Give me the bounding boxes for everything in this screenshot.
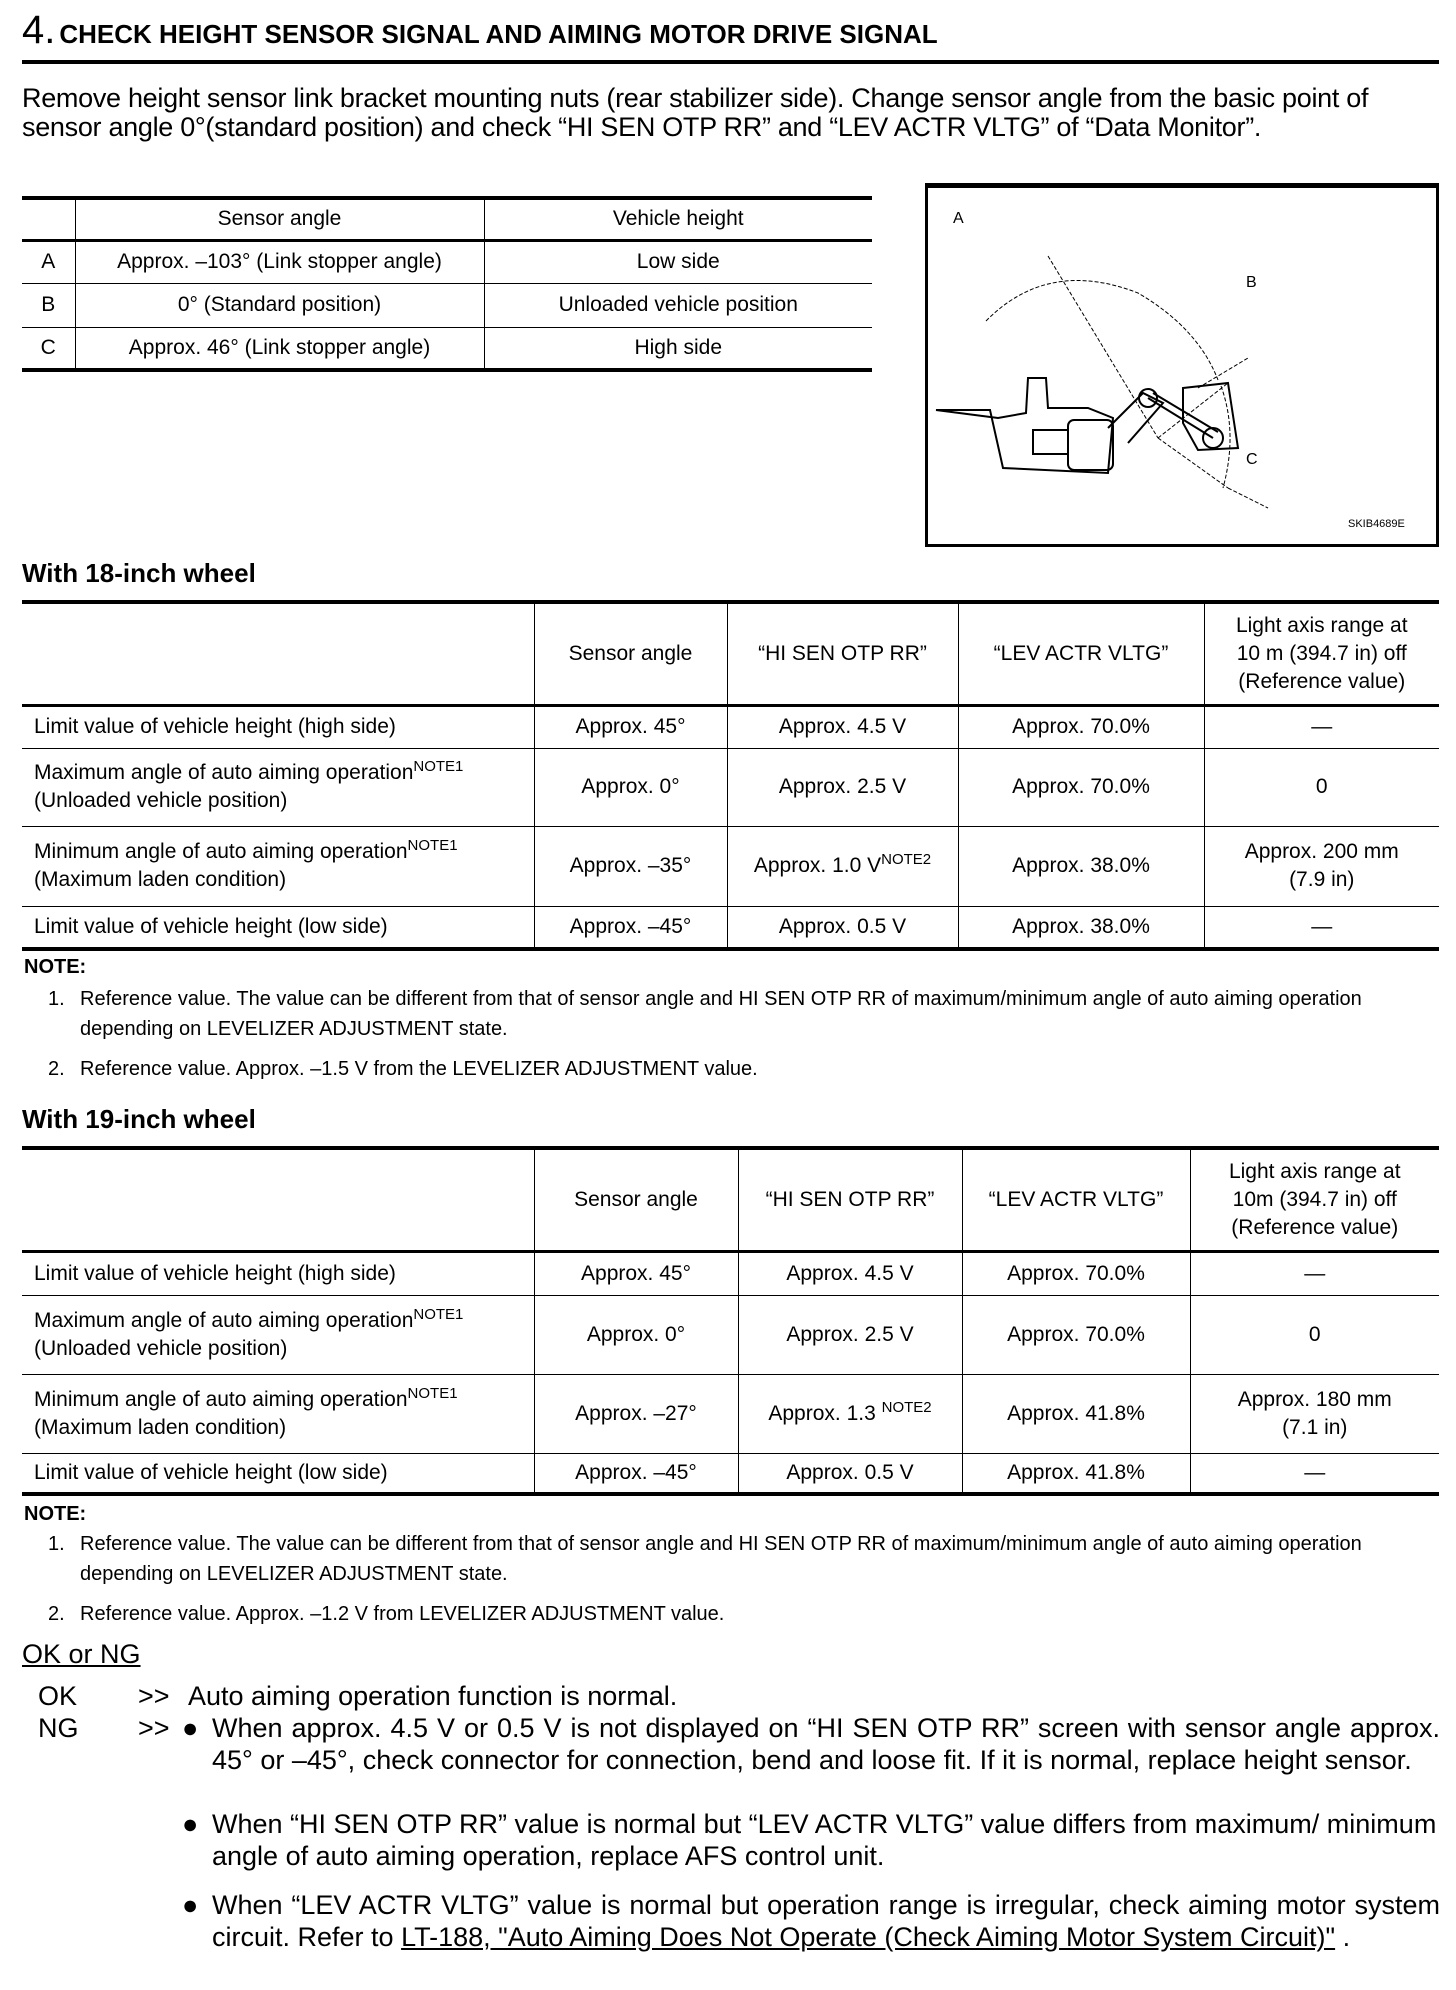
table-cell: Approx. 2.5 V [727,748,958,826]
row-label: Minimum angle of auto aiming operation$^{NOTE1}$ (Maximum laden condition) [22,1374,534,1453]
row-label: Limit value of vehicle height (high side) [22,705,534,748]
bullet-icon: ● [182,1890,199,1920]
title-divider [22,60,1439,64]
row-label: Maximum angle of auto aiming operation$^{NOTE1}$ (Unloaded vehicle position) [22,748,534,826]
ng-item: ● When “LEV ACTR VLTG” value is normal but operation range is irregular, check aiming motor system circuit. Refer to LT-188, "Auto Aiming Does Not Operate (Check Aiming Motor System Circuit)" . [182,1890,1440,1952]
ok-label: OK [38,1681,78,1711]
row-label: Limit value of vehicle height (high side) [22,1251,534,1295]
ng-item: ● When “HI SEN OTP RR” value is normal but “LEV ACTR VLTG” value differs from maximum/ minimum angle of auto aiming operation, replace AFS control unit. [182,1809,1437,1871]
table-cell: Approx. 45° [534,705,727,748]
table-cell: — [1204,906,1439,949]
table-cell: Approx. 1.0 $V^{NOTE2}$ [727,826,958,906]
bullet-icon: ● [182,1713,199,1743]
table-cell: — [1204,705,1439,748]
label-c: C [1246,451,1258,468]
label-a: A [953,210,964,227]
row-label: Minimum angle of auto aiming operation$^{NOTE1}$ (Maximum laden condition) [22,826,534,906]
table-cell: 0 [1204,748,1439,826]
ng-label: NG [38,1713,79,1743]
column-header: “LEV ACTR VLTG” [962,1148,1190,1251]
ok-arrow: >> [138,1681,170,1711]
label-b: B [1246,274,1257,291]
step-title: 4. CHECK HEIGHT SENSOR SIGNAL AND AIMING MOTOR DRIVE SIGNAL [22,8,938,52]
row-label: Maximum angle of auto aiming operation$^{NOTE1}$ (Unloaded vehicle position) [22,1295,534,1374]
note-list-19 [48,1529,1440,1629]
lt-188-link[interactable]: LT-188, "Auto Aiming Does Not Operate (Check Aiming Motor System Circuit)" [401,1922,1336,1952]
table-row [22,705,1439,748]
row-label: Limit value of vehicle height (low side) [22,1453,534,1494]
column-header [22,602,534,705]
table-cell: Approx. 4.5 V [738,1251,962,1295]
table-cell: Approx. 38.0% [958,906,1204,949]
table-cell: Approx. 0° [534,1295,738,1374]
table-cell: Approx. 38.0% [958,826,1204,906]
column-header: Sensor angle [534,1148,738,1251]
intro-text: Remove height sensor link bracket mounting nuts (rear stabilizer side). Change sensor angle from the basic point of sensor angle 0°(standard position) and check “HI SEN OTP RR” and “LEV ACTR VLTG” of “Data Monitor”. [22,83,1369,142]
note-label: NOTE: [24,1503,87,1525]
table-cell: Approx. 0.5 V [727,906,958,949]
note-item: 2. Reference value. Approx. –1.5 V from the LEVELIZER ADJUSTMENT value. [48,1058,758,1080]
table-cell: Approx. –35° [534,826,727,906]
table-row [22,1251,1439,1295]
table-row [22,906,1439,949]
note-item: 1. Reference value. The value can be different from that of sensor angle and HI SEN OTP RR of maximum/minimum angle of auto aiming operation depending on LEVELIZER ADJUSTMENT state. [48,988,1362,1040]
column-header: Light axis range at 10m (394.7 in) off (Reference value) [1190,1148,1439,1251]
table-cell: Approx. 70.0% [962,1295,1190,1374]
table-cell: — [1190,1453,1439,1494]
ok-ng-heading: OK or NG [22,1639,141,1669]
section-19-inch: With 19-inch wheel [22,1104,256,1134]
table-row [22,748,1439,826]
section-18-inch: With 18-inch wheel [22,558,256,588]
note-label: NOTE: [24,956,87,978]
note-item: 1. Reference value. The value can be different from that of sensor angle and HI SEN OTP RR of maximum/minimum angle of auto aiming operation depending on LEVELIZER ADJUSTMENT state. [48,1533,1362,1585]
note-item: 2. Reference value. Approx. –1.2 V from LEVELIZER ADJUSTMENT value. [48,1603,725,1625]
table-row [22,1295,1439,1374]
table-cell: Approx. 1.3 $^{NOTE2}$ [738,1374,962,1453]
table-cell: Approx. 70.0% [962,1251,1190,1295]
table-cell: Approx. 0° [534,748,727,826]
table-cell: Approx. 4.5 V [727,705,958,748]
table-cell: — [1190,1251,1439,1295]
column-header: “LEV ACTR VLTG” [958,602,1204,705]
wheel-18-table [22,600,1439,951]
table-cell: Approx. 180 mm (7.1 in) [1190,1374,1439,1453]
ok-text: Auto aiming operation function is normal. [188,1681,678,1711]
bullet-icon: ● [182,1809,199,1839]
wheel-19-table [22,1146,1439,1496]
table-cell: Approx. 70.0% [958,748,1204,826]
column-header: “HI SEN OTP RR” [738,1148,962,1251]
row-label: Limit value of vehicle height (low side) [22,906,534,949]
table-cell: Approx. –45° [534,1453,738,1494]
column-header: Light axis range at 10 m (394.7 in) off (Reference value) [1204,602,1439,705]
table-cell: Approx. –45° [534,906,727,949]
table-row [22,1453,1439,1494]
table-row [22,1374,1439,1453]
column-header: Sensor angle [534,602,727,705]
ng-item: ● When approx. 4.5 V or 0.5 V is not displayed on “HI SEN OTP RR” screen with sensor angle approx. 45° or –45°, check connector for connection, bend and loose fit. If it is normal, replace height sensor. [182,1713,1440,1775]
table-cell: Approx. 70.0% [958,705,1204,748]
table-cell: Approx. 41.8% [962,1374,1190,1453]
column-header [22,1148,534,1251]
column-header: “HI SEN OTP RR” [727,602,958,705]
table-cell: Approx. 0.5 V [738,1453,962,1494]
table-cell: 0 [1190,1295,1439,1374]
note-list-18 [48,984,1440,1084]
table-cell: Approx. –27° [534,1374,738,1453]
table-cell: Approx. 2.5 V [738,1295,962,1374]
table-cell: Approx. 200 mm (7.9 in) [1204,826,1439,906]
sensor-illustration [928,188,1436,544]
sensor-angle-table: Sensor angle Vehicle height A Approx. –103° (Link stopper angle) Low side B 0° (Standard position) Unloaded vehicle position C Approx. 46° (Link stopper angle) High side [22,196,872,372]
height-sensor-diagram [925,183,1439,547]
table-cell: Approx. 41.8% [962,1453,1190,1494]
ng-arrow: >> [138,1713,170,1743]
figure-code: SKIB4689E [1348,518,1405,530]
table-cell: Approx. 45° [534,1251,738,1295]
table-row [22,826,1439,906]
